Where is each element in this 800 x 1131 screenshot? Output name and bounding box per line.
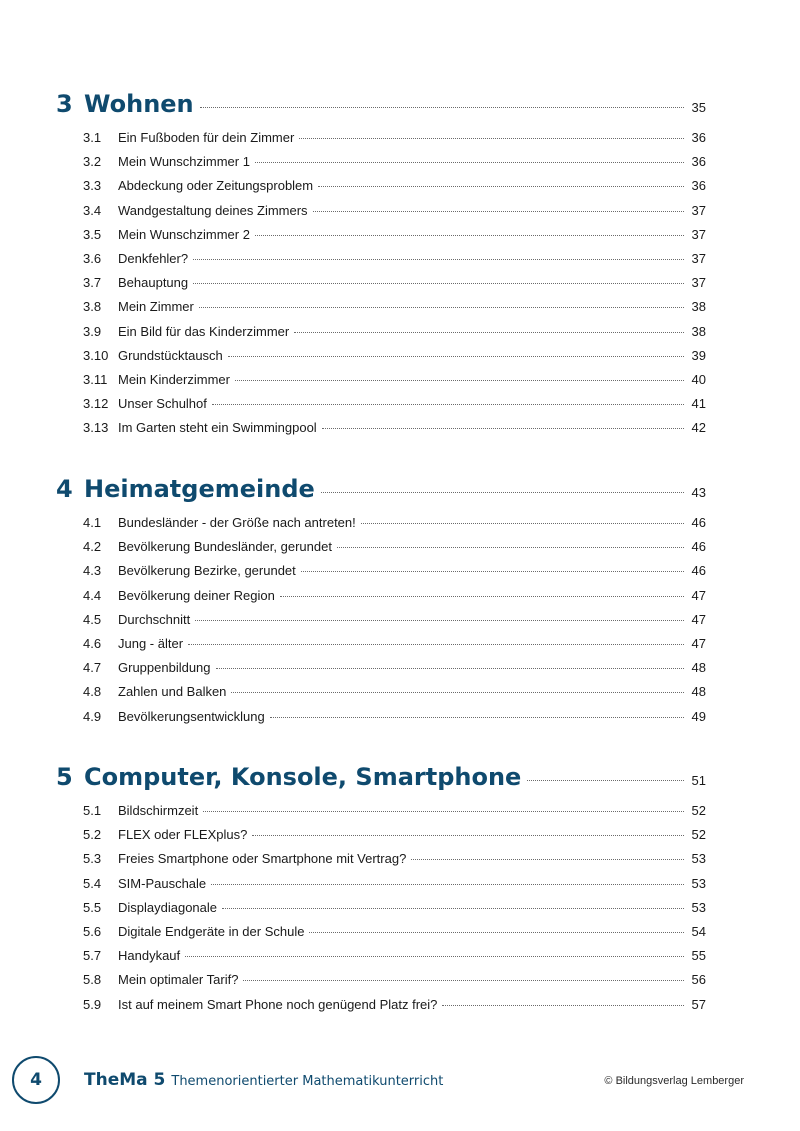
toc-entry[interactable]	[56, 348, 706, 372]
publication-brand	[84, 1070, 443, 1090]
entry-number: 4.9	[83, 708, 102, 724]
entry-page-number: 49	[691, 708, 706, 724]
toc-entry[interactable]	[56, 997, 706, 1021]
entry-title: Im Garten steht ein Swimmingpool	[118, 420, 317, 436]
entry-page-number: 37	[691, 226, 706, 242]
entry-page-number: 52	[691, 803, 706, 818]
toc-entry[interactable]	[56, 324, 706, 348]
chapter-title: Computer, Konsole, Smartphone	[84, 763, 522, 791]
entry-number: 3.2	[83, 154, 102, 170]
entry-page-number: 40	[691, 371, 706, 387]
entry-number: 4.5	[83, 611, 102, 627]
toc-entry[interactable]	[56, 563, 706, 587]
entry-number: 4.7	[83, 660, 102, 676]
entry-page-number: 46	[691, 539, 706, 555]
entry-number: 4.3	[83, 563, 102, 579]
toc-entry[interactable]	[56, 372, 706, 396]
dot-leader	[294, 332, 684, 333]
toc-entry[interactable]	[56, 227, 706, 251]
entry-page-number: 38	[691, 299, 706, 315]
entry-number: 5.9	[83, 996, 102, 1012]
dot-leader	[193, 259, 684, 260]
entry-list	[56, 130, 706, 444]
dot-leader	[299, 138, 684, 139]
toc-entry[interactable]	[56, 660, 706, 684]
toc-entry[interactable]	[56, 972, 706, 996]
dot-leader	[527, 780, 684, 781]
entry-number: 4.2	[83, 539, 102, 555]
entry-title: Mein Wunschzimmer 1	[118, 154, 250, 170]
copyright-notice: © Bildungsverlag Lemberger	[604, 1075, 744, 1087]
entry-number: 4.8	[83, 684, 102, 700]
chapter-heading[interactable]	[56, 475, 706, 511]
entry-page-number: 53	[691, 851, 706, 867]
entry-number: 5.7	[83, 948, 102, 964]
toc-entry[interactable]	[56, 636, 706, 660]
page-number: 4	[30, 1070, 42, 1090]
entry-title: Bundesländer - der Größe nach antreten!	[118, 515, 356, 530]
toc-entry[interactable]	[56, 515, 706, 539]
dot-leader	[195, 620, 684, 621]
entry-title: Bevölkerung Bezirke, gerundet	[118, 563, 296, 579]
toc-entry[interactable]	[56, 154, 706, 178]
toc-entry[interactable]	[56, 588, 706, 612]
entry-number: 3.12	[83, 396, 109, 412]
chapter-heading[interactable]	[56, 90, 706, 126]
toc-entry[interactable]	[56, 876, 706, 900]
toc-entry[interactable]	[56, 827, 706, 851]
dot-leader	[193, 283, 684, 284]
chapter-title: Wohnen	[84, 90, 194, 118]
entry-number: 3.1	[83, 130, 102, 145]
entry-title: Mein Kinderzimmer	[118, 371, 230, 387]
entry-page-number: 46	[691, 563, 706, 579]
entry-page-number: 39	[691, 347, 706, 363]
dot-leader	[235, 380, 684, 381]
dot-leader	[255, 162, 684, 163]
dot-leader	[200, 107, 684, 108]
chapter-title: Heimatgemeinde	[84, 475, 315, 503]
entry-title: Grundstücktausch	[118, 347, 223, 363]
entry-title: Mein optimaler Tarif?	[118, 972, 239, 988]
chapter-section	[56, 763, 706, 1021]
dot-leader	[231, 692, 684, 693]
toc-entry[interactable]	[56, 612, 706, 636]
entry-title: Jung - älter	[118, 635, 184, 651]
entry-number: 4.4	[83, 587, 102, 603]
entry-page-number: 53	[691, 875, 706, 891]
entry-title: Abdeckung oder Zeitungsproblem	[118, 178, 314, 194]
entry-number: 3.6	[83, 250, 102, 266]
toc-entry[interactable]	[56, 948, 706, 972]
toc-entry[interactable]	[56, 251, 706, 275]
entry-page-number: 57	[691, 996, 706, 1012]
entry-page-number: 48	[691, 660, 706, 676]
entry-number: 3.7	[83, 275, 102, 291]
entry-number: 3.9	[83, 323, 102, 339]
entry-title: Ist auf meinem Smart Phone noch genügend Platz frei?	[118, 996, 438, 1012]
entry-number: 3.11	[83, 371, 108, 387]
entry-title: Bevölkerung Bundesländer, gerundet	[118, 539, 332, 555]
dot-leader	[280, 596, 684, 597]
entry-title: Freies Smartphone oder Smartphone mit Vertrag?	[118, 851, 407, 867]
entry-page-number: 56	[691, 972, 706, 988]
toc-entry[interactable]	[56, 420, 706, 444]
entry-number: 5.6	[83, 923, 102, 939]
dot-leader	[212, 404, 684, 405]
dot-leader	[442, 1005, 684, 1006]
dot-leader	[222, 908, 684, 909]
dot-leader	[252, 835, 684, 836]
entry-title: Durchschnitt	[118, 611, 191, 627]
entry-page-number: 52	[691, 827, 706, 843]
toc-entry[interactable]	[56, 924, 706, 948]
entry-list	[56, 515, 706, 733]
entry-page-number: 37	[691, 202, 706, 218]
chapter-heading[interactable]	[56, 763, 706, 799]
dot-leader	[216, 668, 684, 669]
entry-number: 5.3	[83, 851, 102, 867]
dot-leader	[188, 644, 684, 645]
entry-title: Wandgestaltung deines Zimmers	[118, 202, 308, 218]
toc-entry[interactable]	[56, 203, 706, 227]
entry-list	[56, 803, 706, 1021]
entry-title: Mein Zimmer	[118, 299, 194, 315]
entry-title: Bevölkerungsentwicklung	[118, 708, 265, 724]
entry-page-number: 46	[691, 515, 706, 530]
dot-leader	[313, 211, 684, 212]
entry-title: SIM-Pauschale	[118, 875, 207, 891]
toc-entry[interactable]	[56, 539, 706, 563]
toc-entry[interactable]	[56, 178, 706, 202]
toc-entry[interactable]	[56, 396, 706, 420]
dot-leader	[203, 811, 684, 812]
chapter-section	[56, 475, 706, 733]
entry-page-number: 47	[691, 587, 706, 603]
entry-page-number: 48	[691, 684, 706, 700]
dot-leader	[322, 428, 684, 429]
brand-name: TheMa 5	[84, 1070, 166, 1090]
chapter-number: 5	[56, 763, 73, 791]
brand-subtitle: Themenorientierter Mathematikunterricht	[171, 1074, 444, 1089]
entry-number: 5.1	[83, 803, 102, 818]
entry-number: 5.2	[83, 827, 102, 843]
toc-entry[interactable]	[56, 851, 706, 875]
entry-page-number: 53	[691, 899, 706, 915]
entry-number: 3.5	[83, 226, 102, 242]
dot-leader	[301, 571, 684, 572]
toc-entry[interactable]	[56, 130, 706, 154]
chapter-section	[56, 90, 706, 444]
chapter-number: 3	[56, 90, 73, 118]
entry-page-number: 36	[691, 178, 706, 194]
entry-page-number: 36	[691, 154, 706, 170]
dot-leader	[211, 884, 684, 885]
dot-leader	[228, 356, 684, 357]
chapter-number: 4	[56, 475, 73, 503]
entry-title: Handykauf	[118, 948, 181, 964]
entry-number: 3.3	[83, 178, 102, 194]
dot-leader	[199, 307, 684, 308]
entry-number: 4.6	[83, 635, 102, 651]
entry-number: 5.5	[83, 899, 102, 915]
entry-page-number: 37	[691, 275, 706, 291]
entry-page-number: 42	[691, 420, 706, 436]
entry-title: Ein Fußboden für dein Zimmer	[118, 130, 295, 145]
dot-leader	[337, 547, 684, 548]
toc-entry[interactable]	[56, 709, 706, 733]
dot-leader	[361, 523, 684, 524]
dot-leader	[185, 956, 684, 957]
entry-page-number: 54	[691, 923, 706, 939]
entry-page-number: 47	[691, 611, 706, 627]
entry-number: 3.10	[83, 347, 109, 363]
entry-title: FLEX oder FLEXplus?	[118, 827, 248, 843]
toc-entry[interactable]	[56, 299, 706, 323]
page-number-badge	[12, 1056, 60, 1104]
entry-number: 4.1	[83, 515, 102, 530]
toc-entry[interactable]	[56, 803, 706, 827]
entry-number: 3.4	[83, 202, 102, 218]
dot-leader	[309, 932, 684, 933]
entry-number: 5.8	[83, 972, 102, 988]
entry-page-number: 47	[691, 635, 706, 651]
entry-title: Behauptung	[118, 275, 189, 291]
entry-title: Gruppenbildung	[118, 660, 211, 676]
entry-title: Bildschirmzeit	[118, 803, 199, 818]
dot-leader	[270, 717, 684, 718]
entry-title: Zahlen und Balken	[118, 684, 227, 700]
dot-leader	[321, 492, 684, 493]
toc-entry[interactable]	[56, 275, 706, 299]
entry-page-number: 55	[691, 948, 706, 964]
dot-leader	[243, 980, 684, 981]
entry-page-number: 36	[691, 130, 706, 145]
chapter-page-number: 43	[691, 485, 706, 500]
entry-title: Digitale Endgeräte in der Schule	[118, 923, 305, 939]
entry-title: Ein Bild für das Kinderzimmer	[118, 323, 290, 339]
dot-leader	[411, 859, 684, 860]
entry-page-number: 37	[691, 250, 706, 266]
entry-title: Unser Schulhof	[118, 396, 207, 412]
entry-title: Displaydiagonale	[118, 899, 218, 915]
entry-number: 5.4	[83, 875, 102, 891]
toc-entry[interactable]	[56, 900, 706, 924]
entry-number: 3.8	[83, 299, 102, 315]
entry-title: Denkfehler?	[118, 250, 189, 266]
entry-page-number: 38	[691, 323, 706, 339]
entry-number: 3.13	[83, 420, 109, 436]
toc-entry[interactable]	[56, 684, 706, 708]
entry-title: Bevölkerung deiner Region	[118, 587, 275, 603]
entry-page-number: 41	[691, 396, 706, 412]
chapter-page-number: 51	[691, 773, 706, 788]
chapter-page-number: 35	[691, 100, 706, 115]
dot-leader	[318, 186, 684, 187]
dot-leader	[255, 235, 684, 236]
entry-title: Mein Wunschzimmer 2	[118, 226, 250, 242]
